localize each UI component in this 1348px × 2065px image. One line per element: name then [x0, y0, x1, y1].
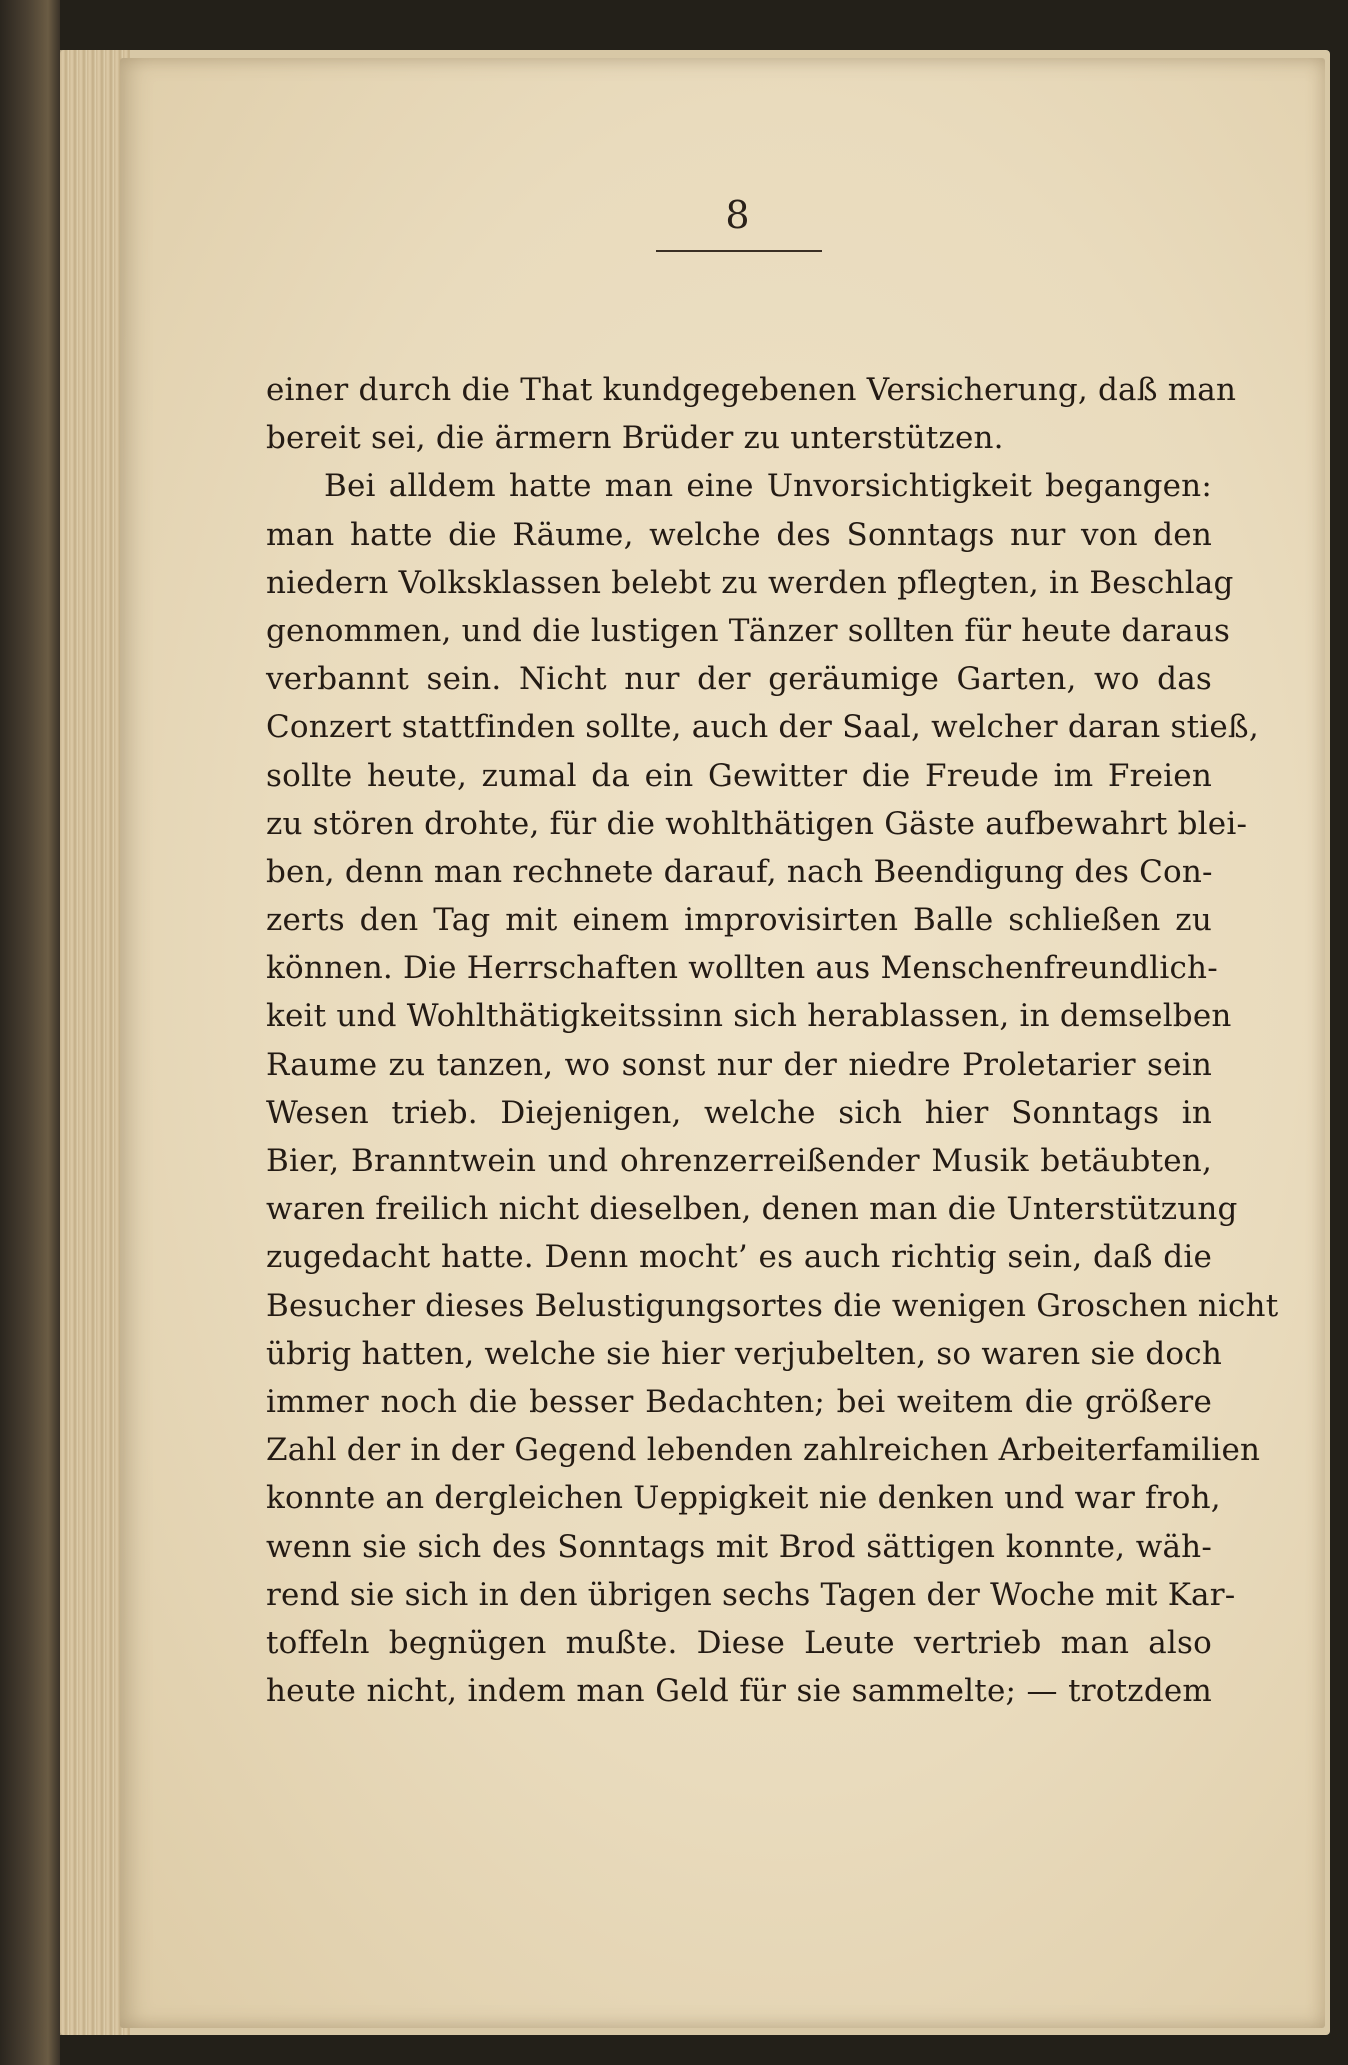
- book-cover-edge: [0, 0, 60, 2065]
- text-line: Besucher dieses Belustigungsortes die wenigen Groschen nicht: [266, 1287, 1279, 1324]
- text-line: heute nicht, indem man Geld für sie sammelte; — trotzdem: [266, 1673, 1212, 1710]
- text-line: toffeln begnügen mußte. Diese Leute vertrieb man also: [266, 1624, 1212, 1661]
- text-line: ben, denn man rechnete darauf, nach Beendigung des Con-: [266, 853, 1213, 890]
- text-line: übrig hatten, welche sie hier verjubelten, so waren sie doch: [266, 1335, 1222, 1372]
- text-line: Conzert stattfinden sollte, auch der Saal, welcher daran stieß,: [266, 709, 1259, 746]
- text-line: zerts den Tag mit einem improvisirten Balle schließen zu: [266, 902, 1212, 939]
- text-line: konnte an dergleichen Ueppigkeit nie denken und war froh,: [266, 1480, 1221, 1517]
- text-line: keit und Wohlthätigkeitssinn sich herablassen, in demselben: [266, 998, 1232, 1035]
- text-line: man hatte die Räume, welche des Sonntags nur von den: [266, 516, 1212, 553]
- text-line: niedern Volksklassen belebt zu werden pflegten, in Beschlag: [266, 564, 1234, 601]
- text-line: sollte heute, zumal da ein Gewitter die Freude im Freien: [266, 757, 1212, 794]
- body-text: [266, 366, 1279, 1715]
- text-line: Zahl der in der Gegend lebenden zahlreichen Arbeiterfamilien: [266, 1432, 1261, 1469]
- text-line: bereit sei, die ärmern Brüder zu unterstützen.: [266, 420, 1004, 457]
- text-line: rend sie sich in den übrigen sechs Tagen der Woche mit Kar-: [266, 1576, 1236, 1613]
- text-line: Raume zu tanzen, wo sonst nur der niedre Proletarier sein: [266, 1046, 1212, 1083]
- text-line: waren freilich nicht dieselben, denen man die Unterstützung: [266, 1191, 1238, 1228]
- text-line: wenn sie sich des Sonntags mit Brod sättigen konnte, wäh-: [266, 1528, 1212, 1565]
- header-rule: [656, 250, 822, 252]
- text-line: immer noch die besser Bedachten; bei weitem die größere: [266, 1383, 1212, 1420]
- text-line: können. Die Herrschaften wollten aus Menschenfreundlich-: [266, 950, 1218, 987]
- text-line: Wesen trieb. Diejenigen, welche sich hier Sonntags in: [266, 1094, 1212, 1131]
- page-number: 8: [725, 193, 750, 237]
- text-line: einer durch die That kundgegebenen Versicherung, daß man: [266, 372, 1237, 408]
- text-line: zugedacht hatte. Denn mocht’ es auch richtig sein, daß die: [266, 1239, 1212, 1276]
- text-line: Bei alldem hatte man eine Unvorsichtigkeit begangen:: [324, 468, 1212, 505]
- text-line: genommen, und die lustigen Tänzer sollten für heute daraus: [266, 612, 1231, 649]
- text-line: zu stören drohte, für die wohlthätigen Gäste aufbewahrt blei-: [266, 805, 1248, 842]
- book-page: [120, 58, 1325, 2028]
- text-line: verbannt sein. Nicht nur der geräumige Garten, wo das: [266, 661, 1212, 698]
- text-line: Bier, Branntwein und ohrenzerreißender Musik betäubten,: [266, 1143, 1212, 1179]
